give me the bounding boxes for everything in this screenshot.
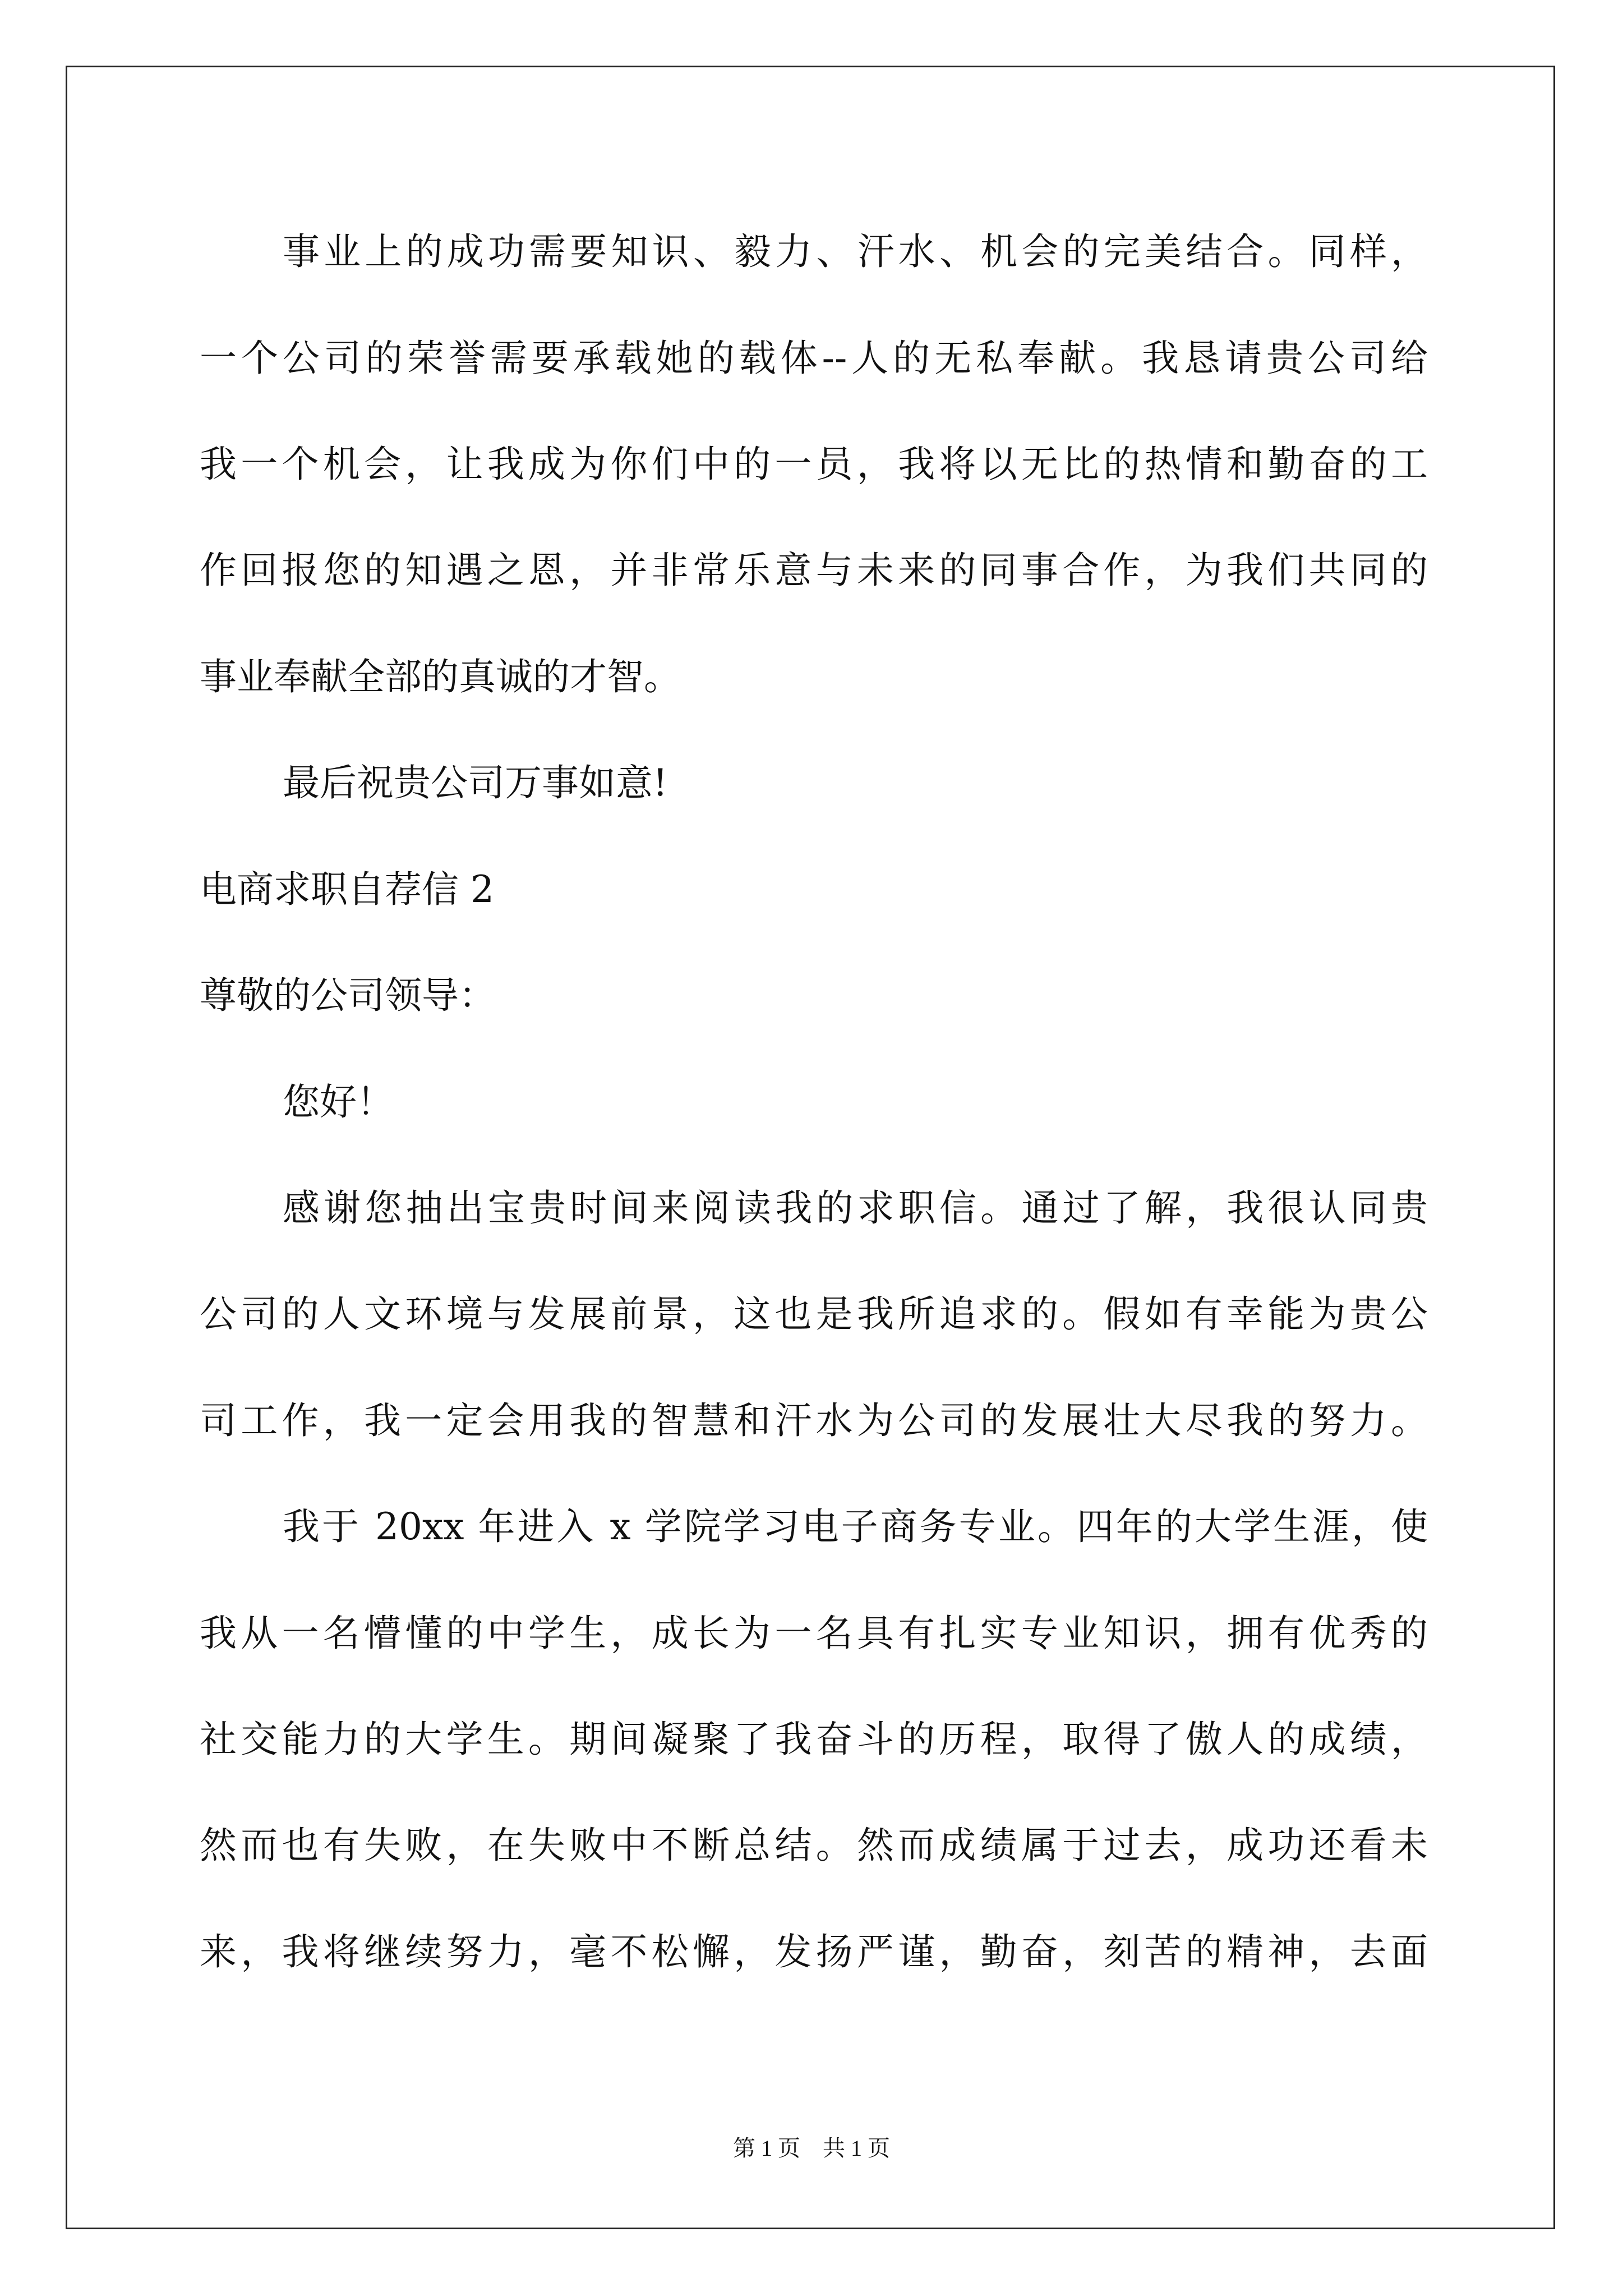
text-line: 事业上的成功需要知识、毅力、汗水、机会的完美结合。同样， bbox=[283, 230, 1428, 273]
text-line: 作回报您的知遇之恩，并非常乐意与未来的同事合作，为我们共同的 bbox=[200, 549, 1428, 592]
text-line: 一个公司的荣誉需要承载她的载体--人的无私奉献。我恳请贵公司给 bbox=[200, 337, 1428, 380]
text-line: 最后祝贵公司万事如意! bbox=[283, 761, 668, 804]
text-line: 我从一名懵懂的中学生，成长为一名具有扎实专业知识，拥有优秀的 bbox=[200, 1612, 1428, 1655]
salutation: 尊敬的公司领导： bbox=[200, 974, 496, 1017]
text-line: 公司的人文环境与发展前景，这也是我所追求的。假如有幸能为贵公 bbox=[200, 1292, 1428, 1336]
text-line: 司工作，我一定会用我的智慧和汗水为公司的发展壮大尽我的努力。 bbox=[200, 1399, 1428, 1442]
text-line: 来，我将继续努力，毫不松懈，发扬严谨，勤奋，刻苦的精神，去面 bbox=[200, 1930, 1428, 1973]
greeting: 您好！ bbox=[283, 1080, 394, 1124]
text-line: 我于 20xx 年进入 x 学院学习电子商务专业。四年的大学生涯，使 bbox=[283, 1505, 1428, 1548]
text-line: 社交能力的大学生。期间凝聚了我奋斗的历程，取得了傲人的成绩， bbox=[200, 1718, 1428, 1761]
text-line: 事业奉献全部的真诚的才智。 bbox=[200, 655, 681, 698]
section-heading: 电商求职自荐信 2 bbox=[200, 868, 494, 911]
text-line: 感谢您抽出宝贵时间来阅读我的求职信。通过了解，我很认同贵 bbox=[283, 1186, 1428, 1230]
page-footer: 第 1 页 共 1 页 bbox=[733, 2136, 890, 2161]
text-line: 然而也有失败，在失败中不断总结。然而成绩属于过去，成功还看未 bbox=[200, 1824, 1428, 1867]
text-line: 我一个机会，让我成为你们中的一员，我将以无比的热情和勤奋的工 bbox=[200, 443, 1428, 486]
